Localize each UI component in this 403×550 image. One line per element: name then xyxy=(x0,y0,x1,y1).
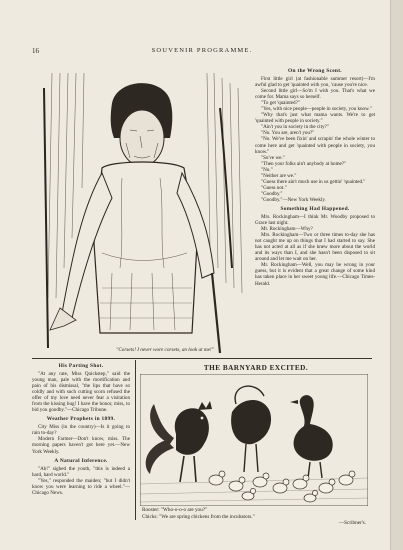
paragraph: "So've we." xyxy=(261,154,285,161)
paragraph: "At any rate, Miss Quickstep," said the young man, pale with the mortification and pain of his dismissal, "the lips that have so coldly and with such cutting scorn refused the offer of my love need never fear a visitation from the kissing bug! I have the honor, miss, to bid you goodby."—Chicago Tribune. xyxy=(32,371,130,414)
paragraph: "Yes," responded the maiden; "but I didn't know you were learning to ride a wheel."—Chicago News. xyxy=(32,477,130,496)
vertical-rule xyxy=(135,360,136,520)
paragraph: "Yes, with nice people—people in society, you know." xyxy=(261,106,372,113)
illustration-caption: "Corsets! I never wore corsets, an look at me!" xyxy=(116,347,214,353)
paragraph: "Why that's just what mama wants. We're to get 'quainted with people in society." xyxy=(255,112,375,125)
barnyard-caption-chicks: Chicks: "We are spring chickens from the incubators." xyxy=(142,514,255,521)
right-column xyxy=(255,68,375,287)
page-header xyxy=(32,47,372,59)
story-title-natural-inference: A Natural Inference. xyxy=(54,457,108,464)
paragraph: Second little girl—So'm I with you. That's what we come for. Mama says so herself. xyxy=(255,88,375,101)
paragraph: "Goodby." xyxy=(261,190,283,197)
page-edge-shadow xyxy=(390,0,403,550)
story-title-parting-shot: His Parting Shot. xyxy=(58,363,104,369)
paragraph: "Then your folks ain't anybody at home?" xyxy=(261,160,347,167)
story-title-weather-prophets: Weather Prophets in 1899. xyxy=(46,416,116,423)
paragraph: Mr. Rockingham—Well, you may be wrong in your guess, but it is evident that a great change of some kind has taken place in her sweet young life.—Chicago Times-Herald. xyxy=(255,262,375,287)
story-title-wrong-scent: On the Wrong Scent. xyxy=(288,68,342,74)
barnyard-section xyxy=(140,364,372,526)
barnyard-illustration xyxy=(140,374,368,506)
paragraph: "To get 'quainted?" xyxy=(261,100,300,107)
paragraph: Modern Farmer—Don't know, miss. The morning papers haven't got here yet.—New York Weekly. xyxy=(32,436,130,455)
left-column xyxy=(32,363,130,496)
paragraph: "Guess there ain't much use in us gettin' 'quainted." xyxy=(261,178,366,185)
paragraph: "No. You are, aren't you?" xyxy=(261,130,315,137)
story-title-something-happened: Something Had Happened. xyxy=(280,205,350,212)
paragraph: First little girl (at fashionable summer resort)—I'm awful glad to get 'quainted with you, 'cause you're nice. xyxy=(255,76,375,89)
horizontal-rule xyxy=(32,358,372,359)
paragraph: "No." xyxy=(261,166,273,173)
paragraph: Mrs. Rockingham—I think Mr. Woodby proposed to Grace last night. xyxy=(255,213,375,227)
paragraph: City Miss (in the country)—Is it going to rain to-day? xyxy=(32,424,130,437)
paragraph: "Guess not." xyxy=(261,184,287,191)
page-number: 16 xyxy=(32,47,39,55)
barnyard-caption-rooster: Rooster: "Who-o-o-o are you?" xyxy=(142,507,208,513)
barnyard-title: THE BARNYARD EXCITED. xyxy=(203,364,309,372)
paragraph: "Ah!" sighed the youth, "this is indeed a hard, hard world." xyxy=(32,465,130,478)
paragraph: "Goodby."—New York Weekly. xyxy=(261,196,326,203)
old-woman-illustration xyxy=(42,68,252,358)
paragraph: "No. We've been fixin' and scrapin' the whole winter to come here and get 'quainted with people in society, you know." xyxy=(255,136,375,155)
old-woman-drawing xyxy=(42,68,252,358)
paragraph: "Ain't you in society in the city?" xyxy=(261,124,329,131)
paragraph: Mr. Rockingham—Why? xyxy=(261,226,313,233)
running-head: SOUVENIR PROGRAMME. xyxy=(151,47,253,54)
barnyard-credit: —Scribner's. xyxy=(338,520,366,527)
paragraph: Mrs. Rockingham—Two or three times to-day she has not caught me up on things that I had started to say. She has not acted at all as if she knew more about the world and its ways than I, and she hasn't been disposed to sit around and let me wait on her. xyxy=(255,232,375,263)
paragraph: "Neither are we." xyxy=(261,172,297,179)
